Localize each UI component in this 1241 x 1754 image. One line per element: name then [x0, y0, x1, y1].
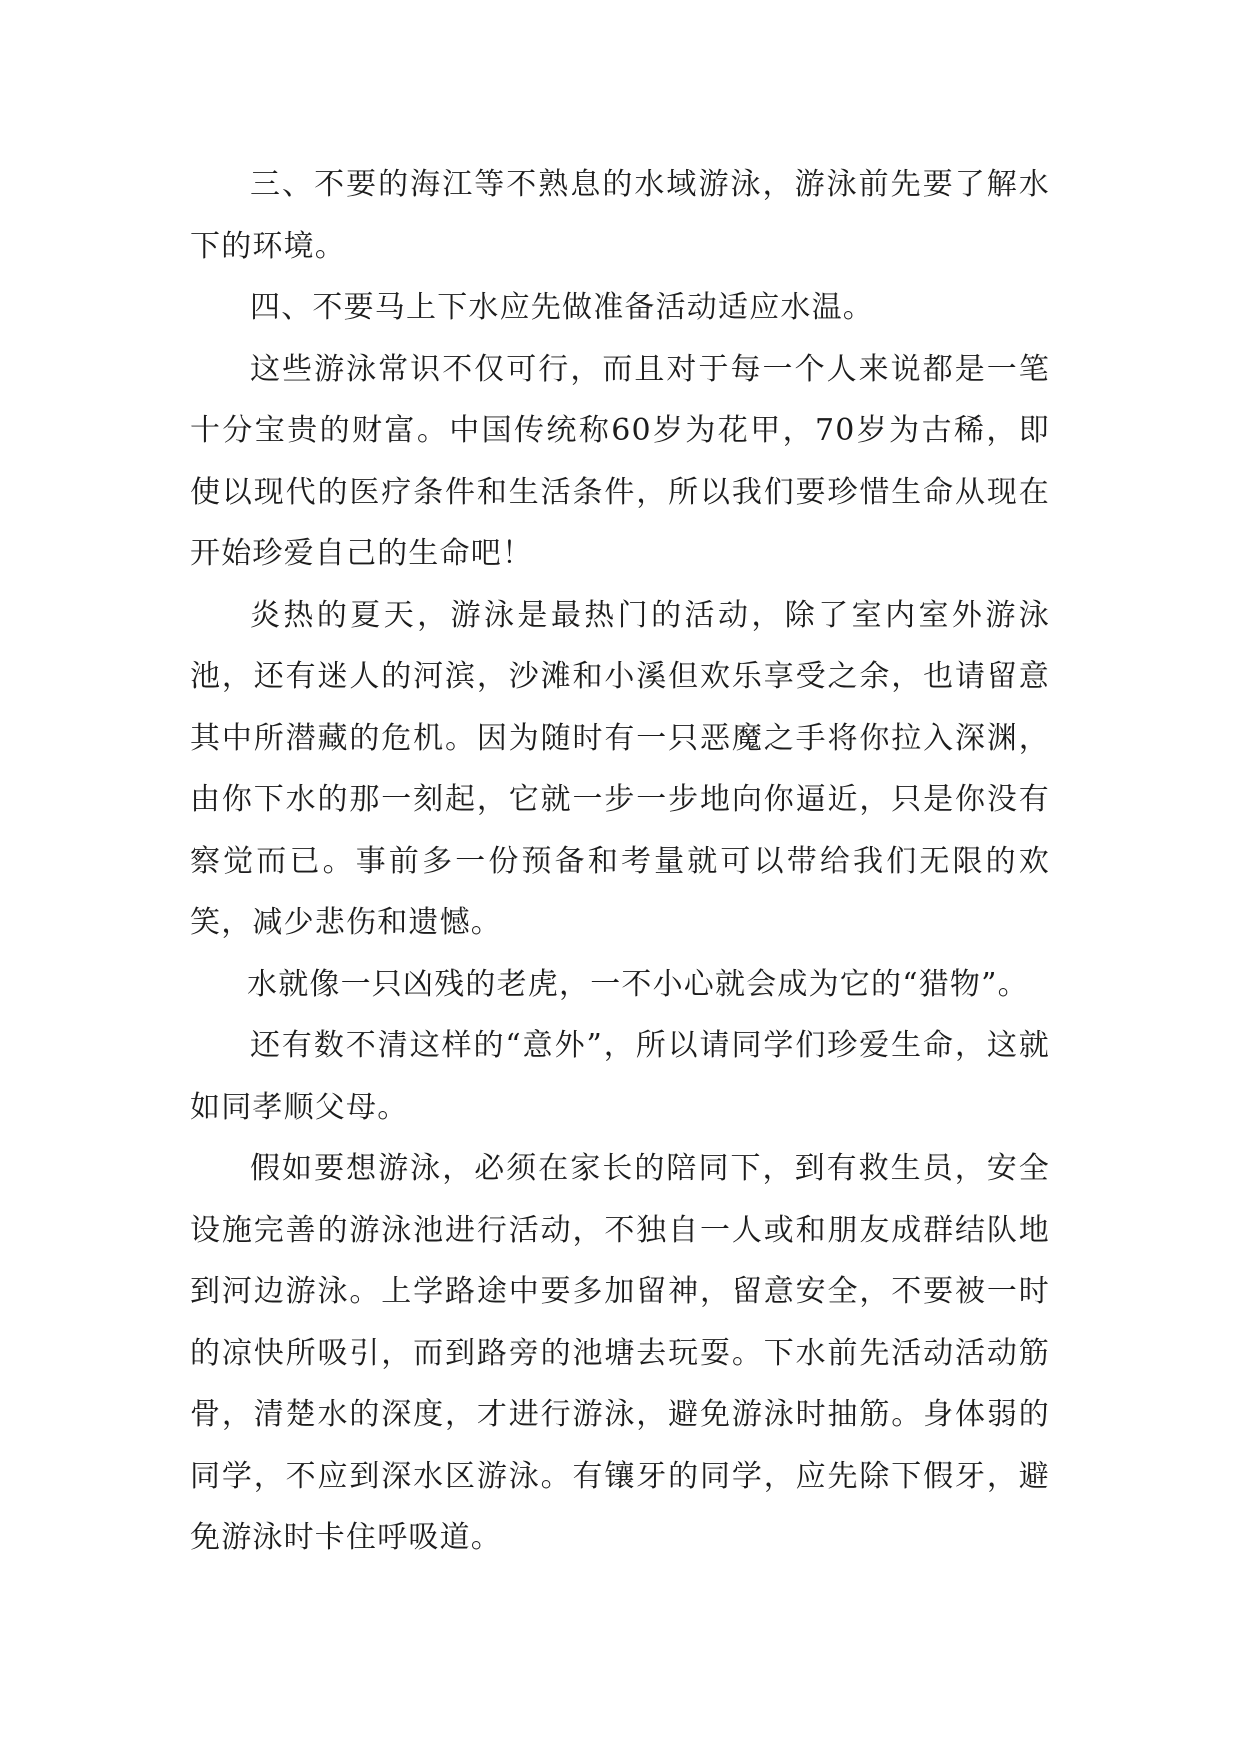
- paragraph-safety-advice: 假如要想游泳，必须在家长的陪同下，到有救生员，安全设施完善的游泳池进行活动，不独自一人或和朋友成群结队地到河边游泳。上学路途中要多加留神，留意安全，不要被一时的凉快所吸引，而到路旁的池塘去玩耍。下水前先活动活动筋骨，清楚水的深度，才进行游泳，避免游泳时抽筋。身体弱的同学，不应到深水区游泳。有镶牙的同学，应先除下假牙，避免游泳时卡住呼吸道。: [190, 1151, 1050, 1555]
- paragraph-cherish-life: 还有数不清这样的“意外”，所以请同学们珍爱生命，这就如同孝顺父母。: [190, 1028, 1050, 1125]
- paragraph-safety-knowledge: 这些游泳常识不仅可行，而且对于每一个人来说都是一笔十分宝贵的财富。中国传统称60岁为花甲，70岁为古稀，即使以现代的医疗条件和生活条件，所以我们要珍惜生命从现在开始珍爱自己的生命吧！: [190, 351, 1050, 571]
- paragraph-water-tiger: 水就像一只凶残的老虎，一不小心就会成为它的“猎物”。: [247, 966, 1029, 1002]
- paragraph-swimming-rule-three: 三、不要的海江等不熟息的水域游泳，游泳前先要了解水下的环境。: [190, 167, 1050, 264]
- document-body: [190, 154, 1050, 1569]
- paragraph-swimming-rule-four: 四、不要马上下水应先做准备活动适应水温。: [250, 290, 874, 325]
- paragraph-summer-danger: 炎热的夏天，游泳是最热门的活动，除了室内室外游泳池，还有迷人的河滨，沙滩和小溪但欢乐享受之余，也请留意其中所潜藏的危机。因为随时有一只恶魔之手将你拉入深渊，由你下水的那一刻起，它就一步一步地向你逼近，只是你没有察觉而已。事前多一份预备和考量就可以带给我们无限的欢笑，减少悲伤和遗憾。: [190, 597, 1050, 940]
